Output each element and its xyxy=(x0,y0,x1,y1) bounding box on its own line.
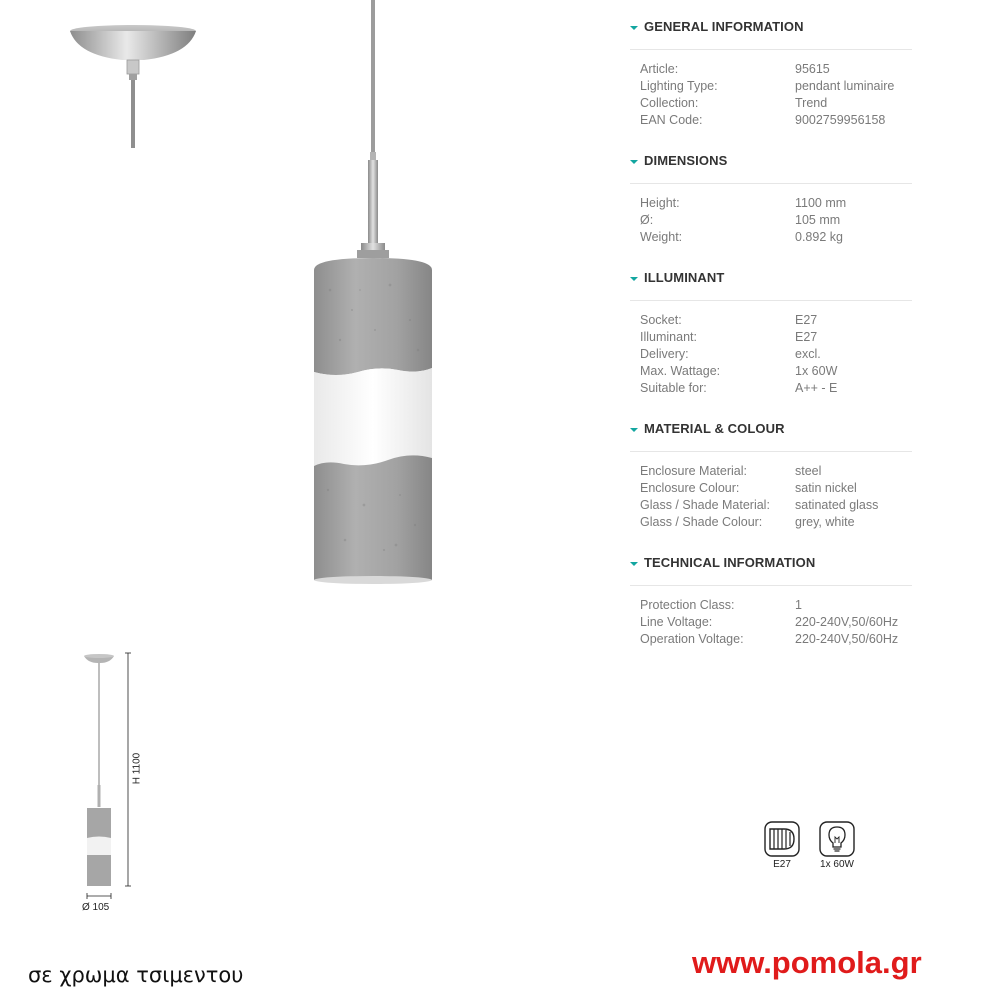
spec-section xyxy=(630,540,912,648)
spec-value: 1x 60W xyxy=(795,364,838,378)
spec-rows xyxy=(630,586,912,648)
caret-down-icon xyxy=(630,428,638,432)
spec-section xyxy=(630,406,912,531)
ceiling-canopy-image xyxy=(60,20,210,150)
spec-key: Enclosure Material: xyxy=(640,464,747,478)
spec-row xyxy=(640,212,912,229)
spec-key: Line Voltage: xyxy=(640,615,713,629)
spec-rows xyxy=(630,50,912,129)
spec-key: Lighting Type: xyxy=(640,79,718,93)
spec-value: pendant luminaire xyxy=(795,79,895,93)
spec-section-header[interactable] xyxy=(630,540,912,586)
caret-down-icon xyxy=(630,160,638,164)
spec-value: Trend xyxy=(795,96,828,110)
spec-value: grey, white xyxy=(795,515,855,529)
e27-socket-icon xyxy=(764,821,800,857)
spec-value: 105 mm xyxy=(795,213,841,227)
spec-row xyxy=(640,497,912,514)
spec-row xyxy=(640,380,912,397)
spec-key: Collection: xyxy=(640,96,699,110)
spec-value: A++ - E xyxy=(795,381,838,395)
spec-key: Max. Wattage: xyxy=(640,364,721,378)
spec-key: Glass / Shade Material: xyxy=(640,498,770,512)
spec-value: E27 xyxy=(795,330,818,344)
spec-section xyxy=(630,255,912,397)
spec-row xyxy=(640,95,912,112)
spec-row xyxy=(640,312,912,329)
spec-section xyxy=(630,138,912,246)
spec-section-title: ILLUMINANT xyxy=(644,270,725,285)
spec-key: Delivery: xyxy=(640,347,689,361)
spec-key: Suitable for: xyxy=(640,381,707,395)
spec-section-title: GENERAL INFORMATION xyxy=(644,19,804,34)
spec-value: E27 xyxy=(795,313,818,327)
spec-key: Ø: xyxy=(640,213,654,227)
spec-value: excl. xyxy=(795,347,821,361)
spec-row xyxy=(640,597,912,614)
bulb-icon xyxy=(819,821,855,857)
spec-row xyxy=(640,195,912,212)
spec-key: Illuminant: xyxy=(640,330,697,344)
spec-key: Enclosure Colour: xyxy=(640,481,740,495)
caret-down-icon xyxy=(630,26,638,30)
spec-value: steel xyxy=(795,464,822,478)
spec-key: Glass / Shade Colour: xyxy=(640,515,763,529)
spec-key: Weight: xyxy=(640,230,683,244)
height-dimension-label: H 1100 xyxy=(131,752,143,785)
spec-value: 0.892 kg xyxy=(795,230,843,244)
spec-value: 1100 mm xyxy=(795,196,847,210)
caret-down-icon xyxy=(630,277,638,281)
spec-section-title: MATERIAL & COLOUR xyxy=(644,421,785,436)
caption-text: σε χρωμα τσιμεντου xyxy=(28,963,244,987)
spec-value: 220-240V,50/60Hz xyxy=(795,615,899,629)
dimension-drawing xyxy=(70,645,160,905)
spec-key: Socket: xyxy=(640,313,682,327)
spec-key: Height: xyxy=(640,196,680,210)
spec-section xyxy=(630,4,912,129)
spec-key: Article: xyxy=(640,62,679,76)
spec-rows xyxy=(630,184,912,246)
spec-section-header[interactable] xyxy=(630,406,912,452)
spec-value: satinated glass xyxy=(795,498,879,512)
spec-row xyxy=(640,346,912,363)
spec-value: 1 xyxy=(795,598,802,612)
diameter-dimension-label: Ø 105 xyxy=(82,902,110,913)
spec-section-title: DIMENSIONS xyxy=(644,153,728,168)
spec-row xyxy=(640,329,912,346)
spec-section-header[interactable] xyxy=(630,255,912,301)
caret-down-icon xyxy=(630,562,638,566)
socket-icon-label: E27 xyxy=(773,859,791,870)
spec-key: EAN Code: xyxy=(640,113,703,127)
spec-row xyxy=(640,480,912,497)
spec-row xyxy=(640,229,912,246)
spec-section-title: TECHNICAL INFORMATION xyxy=(644,555,816,570)
spec-key: Operation Voltage: xyxy=(640,632,744,646)
bulb-icon-label: 1x 60W xyxy=(820,859,854,870)
spec-row xyxy=(640,61,912,78)
spec-value: 95615 xyxy=(795,62,830,76)
spec-row xyxy=(640,463,912,480)
spec-row xyxy=(640,514,912,531)
spec-section-header[interactable] xyxy=(630,4,912,50)
spec-value: 220-240V,50/60Hz xyxy=(795,632,899,646)
spec-value: satin nickel xyxy=(795,481,857,495)
spec-row xyxy=(640,614,912,631)
spec-key: Protection Class: xyxy=(640,598,735,612)
spec-row xyxy=(640,363,912,380)
spec-rows xyxy=(630,452,912,531)
spec-value: 9002759956158 xyxy=(795,113,886,127)
spec-rows xyxy=(630,301,912,397)
website-link[interactable]: www.pomola.gr xyxy=(692,945,922,980)
spec-section-header[interactable] xyxy=(630,138,912,184)
spec-row xyxy=(640,112,912,129)
pendant-lamp-image xyxy=(300,0,450,590)
spec-row xyxy=(640,78,912,95)
spec-row xyxy=(640,631,912,648)
